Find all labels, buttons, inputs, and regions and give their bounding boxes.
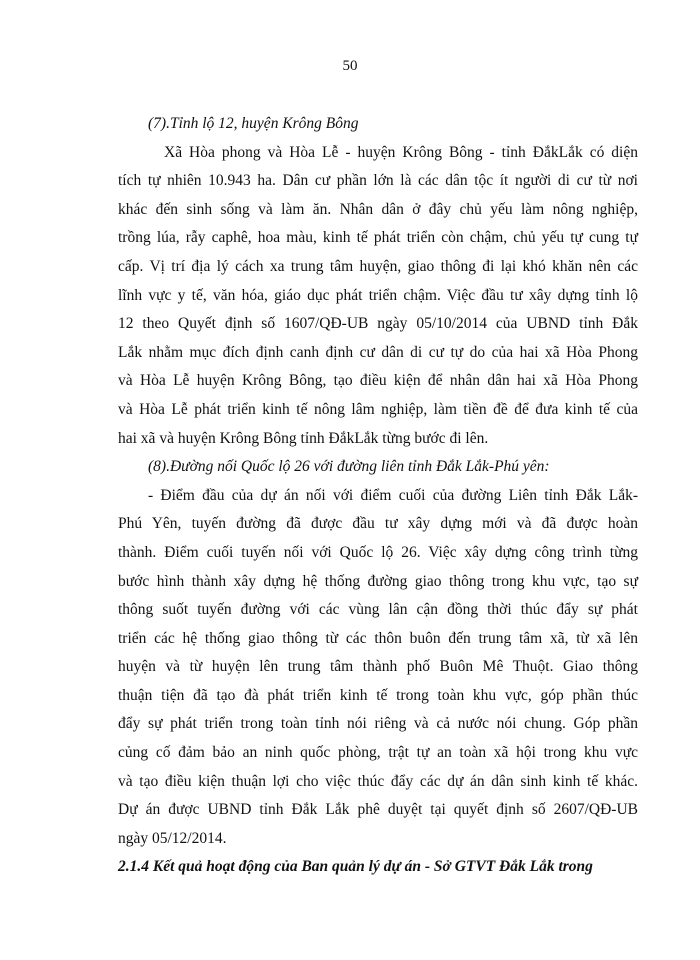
section-7-line: và Hòa Lễ phát triển kinh tế nông lâm nghiệp, làm tiền đề để đưa kinh tế của <box>118 400 638 418</box>
page-number: 50 <box>342 58 358 74</box>
section-7-line: cấp. Vị trí địa lý cách xa trung tâm huyện, giao thông đi lại khó khăn nên các <box>118 257 638 275</box>
section-8-line: Dự án được UBND tỉnh Đắk Lắk phê duyệt tại quyết định số 2607/QĐ-UB <box>118 801 638 819</box>
section-7-line: 12 theo Quyết định số 1607/QĐ-UB ngày 05/10/2014 của UBND tỉnh Đắk <box>118 315 638 333</box>
section-8-line: và tạo điều kiện thuận lợi cho việc thúc đẩy các dự án dân sinh kinh tế khác. <box>118 772 638 790</box>
section-7-line: Lắk nhằm mục đích định canh định cư dân di cư tự do của hai xã Hòa Phong <box>118 343 638 361</box>
section-7-line: khác đến sinh sống và làm ăn. Nhân dân ở đây chủ yếu làm nông nghiệp, <box>118 200 638 218</box>
section-8-line: triển các hệ thống giao thông từ các thôn buôn đến trung tâm xã, từ xã lên <box>118 629 638 647</box>
section-8-line: củng cố đảm bảo an ninh quốc phòng, trật tự an toàn xã hội trong khu vực <box>118 744 638 762</box>
section-7-line: và Hòa Lễ huyện Krông Bông, tạo điều kiện để nhân dân hai xã Hòa Phong <box>118 372 638 390</box>
section-8-line: thành. Điểm cuối tuyến nối với Quốc lộ 26. Việc xây dựng công trình từng <box>118 543 638 561</box>
section-7-line: hai xã và huyện Krông Bông tỉnh ĐắkLắk từng bước đi lên. <box>118 429 489 447</box>
section-8-line: đẩy sự phát triển trong toàn tỉnh nói riêng và cả nước nói chung. Góp phần <box>118 715 638 733</box>
section-8-line: thuận tiện đã tạo đà phát triển kinh tế trong toàn khu vực, góp phần thúc <box>118 686 638 704</box>
section-7-line: Xã Hòa phong và Hòa Lễ - huyện Krông Bông - tỉnh ĐắkLắk có diện <box>164 143 638 161</box>
section-8-line: thông suốt tuyến đường với các vùng lân cận đồng thời thúc đẩy sự phát <box>118 601 638 619</box>
section-8-heading: (8).Đường nối Quốc lộ 26 với đường liên tỉnh Đắk Lắk-Phú yên: <box>148 458 550 476</box>
section-7-line: trồng lúa, rẫy caphê, hoa màu, kinh tế phát triển còn chậm, chủ yếu tự cung tự <box>118 229 638 247</box>
section-8-line: Phú Yên, tuyến đường đã được đầu tư xây dựng mới và đã được hoàn <box>118 515 638 533</box>
section-8-line: - Điểm đầu của dự án nối với điểm cuối của đường Liên tỉnh Đắk Lắk- <box>148 486 638 504</box>
section-7-heading: (7).Tỉnh lộ 12, huyện Krông Bông <box>148 115 359 132</box>
document-body <box>118 110 638 882</box>
section-7-line: tích tự nhiên 10.943 ha. Dân cư phần lớn là các dân tộc ít người di cư từ nơi <box>118 172 638 190</box>
section-7-line: lĩnh vực y tế, văn hóa, giáo dục phát triển chậm. Việc đầu tư xây dựng tỉnh lộ <box>118 286 638 304</box>
section-8-line: ngày 05/12/2014. <box>118 829 227 847</box>
section-8-line: bước hình thành xây dựng hệ thống đường giao thông trong khu vực, tạo sự <box>118 572 638 590</box>
section-8-line: huyện và từ huyện lên trung tâm thành phố Buôn Mê Thuột. Giao thông <box>118 658 638 676</box>
section-2-1-4-heading: 2.1.4 Kết quả hoạt động của Ban quản lý dự án - Sở GTVT Đắk Lắk trong <box>118 858 593 876</box>
